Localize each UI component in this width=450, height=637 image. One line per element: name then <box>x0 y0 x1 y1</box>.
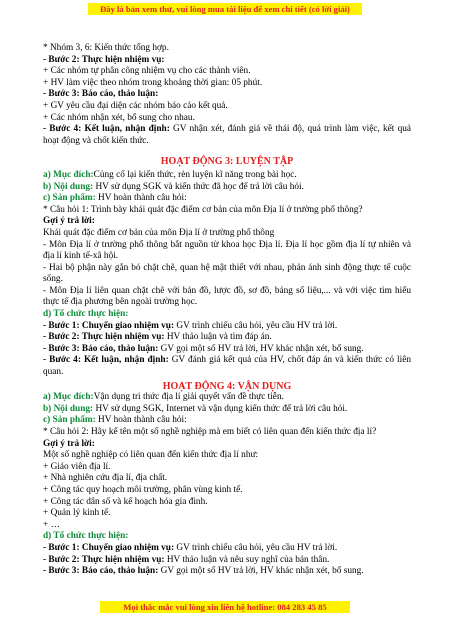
hd4-purpose-text: Vận dụng tri thức địa lí giải quyết vấn đề thực tiễn. <box>93 392 284 403</box>
preview-banner: Đây là bản xem thử, vui lòng mua tài liệu để xem chi tiết (có lời giải) <box>88 3 362 15</box>
hd3-content-label: b) Nội dung: <box>43 181 94 192</box>
hd3-step2-label: - Bước 2: Thực hiện nhiệm vụ: <box>43 332 165 343</box>
hd4-step1 <box>43 543 411 555</box>
step2-heading: - Bước 2: Thực hiện nhiệm vụ: <box>43 54 165 65</box>
hd3-step3 <box>43 344 411 356</box>
step2-line-a: + Các nhóm tự phân công nhiệm vụ cho các thành viên. <box>43 66 251 77</box>
hd4-step3 <box>43 566 411 578</box>
group-note: * Nhóm 3, 6: Kiến thức tổng hợp. <box>43 43 169 53</box>
hd3-point-3: - Môn Địa lí liên quan chặt chẽ với bản đồ, lược đồ, sơ đồ, bảng số liệu,... và với việc tìm hiểu thực tế địa phương bên ngoài trường học. <box>43 285 411 308</box>
hd3-step3-label: - Bước 3: Báo cáo, thảo luận: <box>43 343 159 354</box>
hd4-content-text: HV sử dụng SGK, Internet và vận dụng kiến thức để trả lời câu hỏi. <box>93 403 348 414</box>
hd3-product-text: HV hoàn thành câu hỏi: <box>95 193 187 204</box>
step3-heading: - Bước 3: Báo cáo, thảo luận: <box>43 89 159 100</box>
hd3-hint-label: Gợi ý trả lời: <box>43 216 95 227</box>
hd4-purpose-label: a) Mục đích: <box>43 392 94 403</box>
hd3-step1-text: GV trình chiếu câu hỏi, yêu cầu HV trả lời. <box>174 320 338 331</box>
list-item: + Giáo viên địa lí. <box>43 461 111 472</box>
hd3-hint-title: Khái quát đặc điểm cơ bản của môn Địa lí ở trường phổ thông <box>43 227 275 238</box>
step3-line-a: + GV yêu cầu đại diện các nhóm báo cáo kết quả. <box>43 100 228 111</box>
hd4-step1-label: - Bước 1: Chuyển giao nhiệm vụ: <box>43 542 175 553</box>
hd3-purpose-label: a) Mục đích: <box>43 169 94 180</box>
hd4-step3-text: GV gọi một số HV trả lời, HV khác nhận xét, bổ sung. <box>158 566 364 577</box>
hd3-purpose-text: Củng cố lại kiến thức, rèn luyện kĩ năng trong bài học. <box>93 169 297 180</box>
list-item: + Công tác quy hoạch môi trường, phân vùng kinh tế. <box>43 484 243 495</box>
hd4-intro: Một số nghề nghiệp có liên quan đến kiến thức địa lí như: <box>43 450 259 461</box>
hd4-step3-label: - Bước 3: Báo cáo, thảo luận: <box>43 566 159 577</box>
step4-paragraph <box>43 124 411 147</box>
hd4-product-text: HV hoàn thành câu hỏi: <box>95 415 187 426</box>
document-body <box>43 43 411 578</box>
list-item: + Quản lý kinh tế. <box>43 508 111 519</box>
hd3-point-1: - Môn Địa lí ở trường phổ thông bắt nguồn từ khoa học Địa lí. Địa lí học gồm địa lí tự nhiên và địa lí kinh tế-xã hội. <box>43 239 411 262</box>
hd3-step4 <box>43 355 411 378</box>
hd3-step2 <box>43 332 411 344</box>
hd3-step4-label: - Bước 4: Kết luận, nhận định: <box>43 355 169 366</box>
activity4-title: HOẠT ĐỘNG 4: VẬN DỤNG <box>162 380 292 392</box>
hd4-question: * Câu hỏi 2: Hãy kể tên một số nghề nghiệp mà em biết có liên quan đến kiến thức địa lí? <box>43 427 377 437</box>
hd4-step2 <box>43 555 411 567</box>
activity3-title: HOẠT ĐỘNG 3: LUYỆN TẬP <box>160 156 294 168</box>
hd3-step2-text: HV thảo luận và tìm đáp án. <box>164 332 272 343</box>
hd3-organize-label: d) Tổ chức thực hiện: <box>43 309 129 320</box>
hd3-point-2: - Hai bộ phận này gắn bó chặt chẽ, quan hệ mật thiết với nhau, phản ánh sinh động thực tế cuộc sống. <box>43 262 411 285</box>
hd3-content-text: HV sử dụng SGK và kiến thức đã học để trả lời câu hỏi. <box>93 181 304 192</box>
hd3-product <box>43 193 411 205</box>
hd4-career-list <box>43 462 411 532</box>
hd3-step1 <box>43 321 411 333</box>
hd4-content <box>43 404 411 416</box>
hd3-step4-text: GV đánh giá kết quả của HV, chốt đáp án và kiến thức có liên quan. <box>43 355 411 378</box>
hd4-product-label: c) Sản phẩm: <box>43 415 96 426</box>
hd3-purpose <box>43 170 411 182</box>
step4-text: GV nhận xét, đánh giá về thái độ, quá trình làm việc, kết quả hoạt động và chốt kiến thức. <box>43 124 411 146</box>
step4-label: - Bước 4: Kết luận, nhận định: <box>43 124 170 135</box>
hd4-step2-text: HV thảo luận và nêu suy nghĩ của bản thân. <box>164 554 330 565</box>
list-item: + Công tác dân số và kế hoạch hóa gia đình. <box>43 496 208 507</box>
hd3-product-label: c) Sản phẩm: <box>43 193 96 204</box>
hd4-hint-label: Gợi ý trả lời: <box>43 438 95 449</box>
hd4-purpose <box>43 392 411 404</box>
hotline-banner: Mọi thắc mắc vui lòng xin liên hệ hotline: 084 283 45 85 <box>100 601 350 613</box>
list-item: + Nhà nghiên cứu địa lí, địa chất. <box>43 473 168 484</box>
hd4-organize-label: d) Tổ chức thực hiện: <box>43 531 129 542</box>
hd4-product <box>43 415 411 427</box>
hd4-step1-text: GV trình chiếu câu hỏi, yêu cầu HV trả lời. <box>174 542 338 553</box>
hd3-question: * Câu hỏi 1: Trình bày khái quát đặc điểm cơ bản của môn Địa lí ở trường phổ thông? <box>43 204 363 215</box>
hd3-step3-text: GV gọi một số HV trả lời, HV khác nhận xét, bổ sung. <box>158 343 364 354</box>
list-item: + … <box>43 519 60 530</box>
hd4-step2-label: - Bước 2: Thực hiện nhiệm vụ: <box>43 554 165 565</box>
hd3-step1-label: - Bước 1: Chuyển giao nhiệm vụ: <box>43 320 175 331</box>
step3-line-b: + Các nhóm nhận xét, bổ sung cho nhau. <box>43 112 195 123</box>
step2-line-b: + HV làm việc theo nhóm trong khoảng thời gian: 05 phút. <box>43 77 263 88</box>
hd3-content <box>43 182 411 194</box>
hd4-content-label: b) Nội dung: <box>43 403 94 414</box>
